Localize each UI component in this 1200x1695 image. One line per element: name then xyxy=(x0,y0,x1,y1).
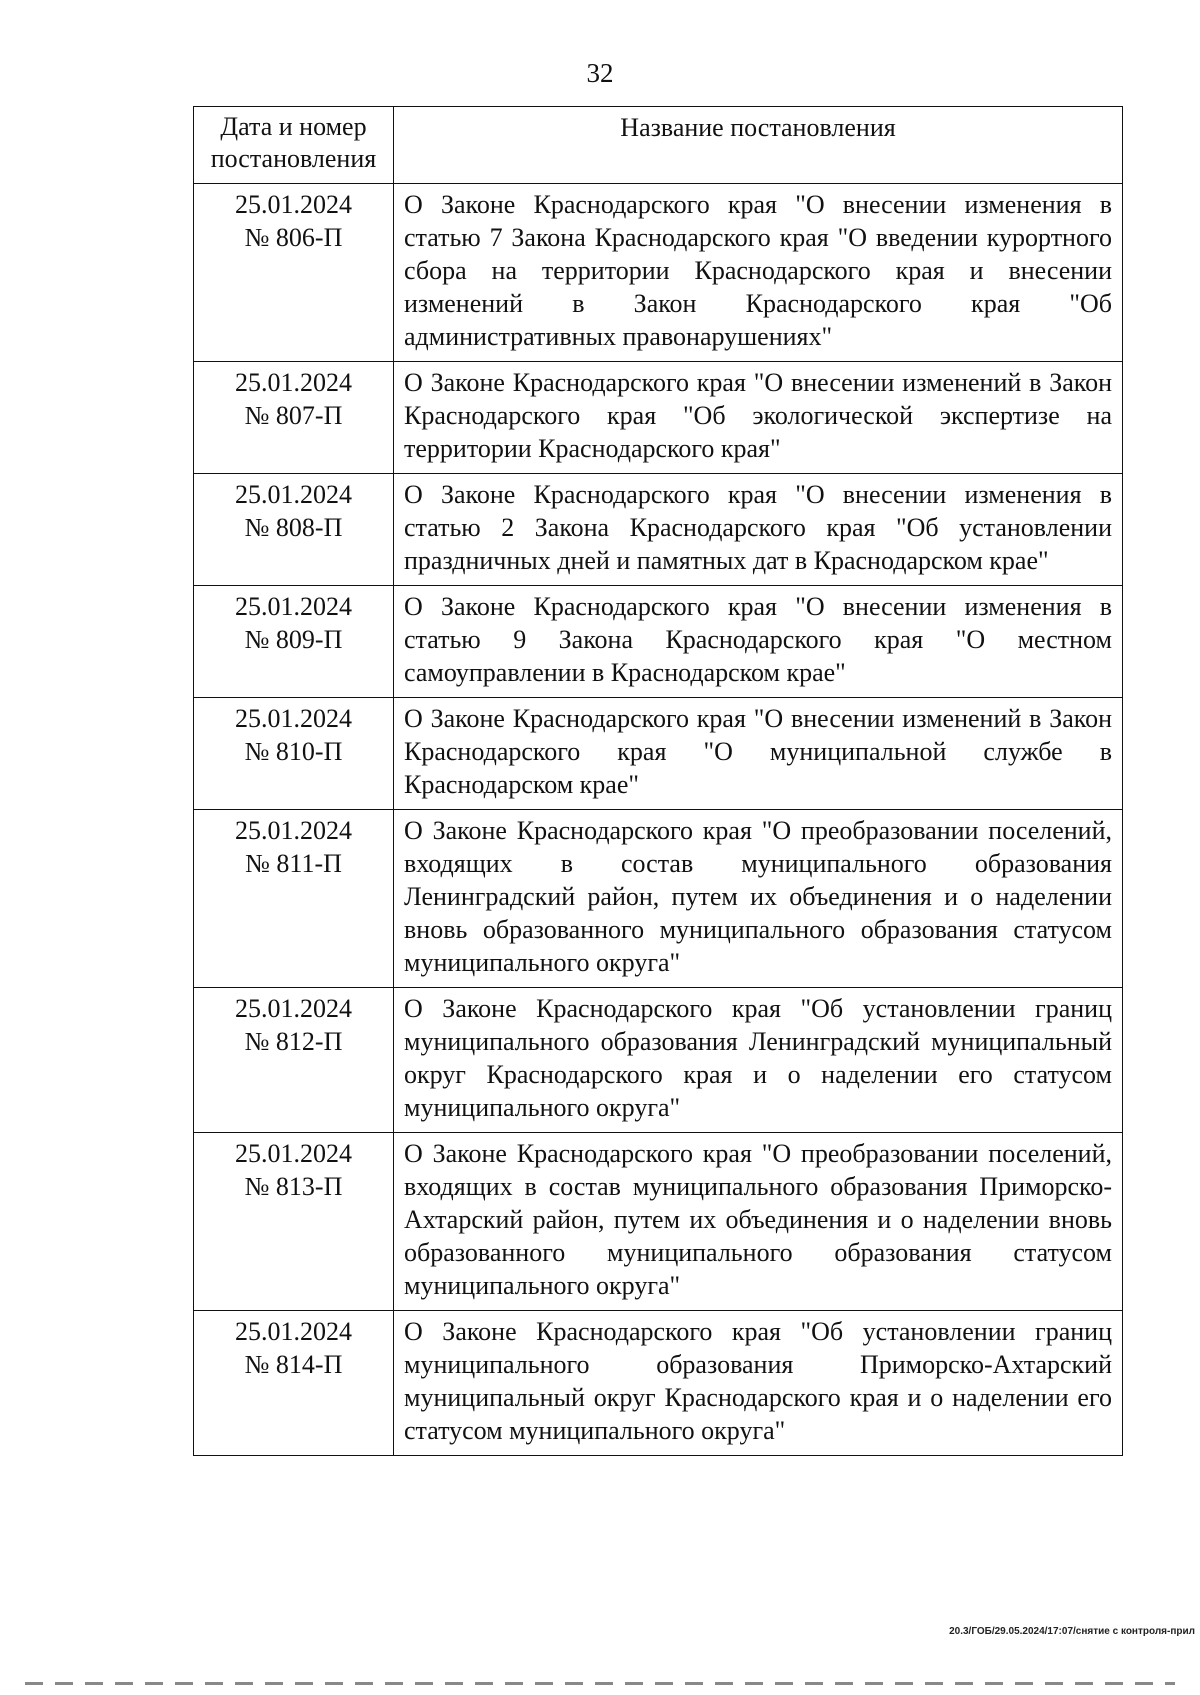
resolution-title: О Законе Краснодарского края "Об установлении границ муниципального образования Приморско-Ахтарский муниципальный округ Краснодарского края и о наделении его статусом муниципального округа" xyxy=(394,1311,1123,1456)
resolution-number: № 807-П xyxy=(244,401,343,430)
resolution-date: 25.01.2024 xyxy=(235,1317,352,1346)
resolution-title: О Законе Краснодарского края "О внесении изменения в статью 9 Закона Краснодарского края "О местном самоуправлении в Краснодарском крае" xyxy=(394,586,1123,698)
footer-registration-code: 20.3/ГОБ/29.05.2024/17:07/снятие с контроля-прил xyxy=(949,1626,1195,1637)
date-cell xyxy=(194,698,394,810)
table-header-row xyxy=(194,107,1123,184)
resolution-date: 25.01.2024 xyxy=(235,480,352,509)
resolution-number: № 806-П xyxy=(244,223,343,252)
resolution-number: № 810-П xyxy=(244,737,343,766)
table-row xyxy=(194,1311,1123,1456)
resolution-number: № 808-П xyxy=(244,513,343,542)
header-title: Название постановления xyxy=(394,107,1123,184)
table-row xyxy=(194,988,1123,1133)
date-cell xyxy=(194,586,394,698)
scan-edge-divider xyxy=(25,1682,1175,1685)
date-cell xyxy=(194,184,394,362)
resolution-date: 25.01.2024 xyxy=(235,1139,352,1168)
date-cell xyxy=(194,1133,394,1311)
resolution-number: № 812-П xyxy=(244,1027,343,1056)
resolution-title: О Законе Краснодарского края "О внесении изменений в Закон Краснодарского края "О муниципальной службе в Краснодарском крае" xyxy=(394,698,1123,810)
table-row xyxy=(194,184,1123,362)
resolution-date: 25.01.2024 xyxy=(235,704,352,733)
resolution-date: 25.01.2024 xyxy=(235,816,352,845)
resolution-title: О Законе Краснодарского края "О внесении изменения в статью 7 Закона Краснодарского края "О введении курортного сбора на территории Краснодарского края и внесении изменений в Закон Краснодарского края "Об административных правонарушениях" xyxy=(394,184,1123,362)
resolution-date: 25.01.2024 xyxy=(235,190,352,219)
resolution-title: О Законе Краснодарского края "О внесении изменений в Закон Краснодарского края "Об экологической экспертизе на территории Краснодарского края" xyxy=(394,362,1123,474)
table-row xyxy=(194,698,1123,810)
date-cell xyxy=(194,1311,394,1456)
table-row xyxy=(194,810,1123,988)
resolution-number: № 811-П xyxy=(245,849,342,878)
resolution-date: 25.01.2024 xyxy=(235,994,352,1023)
date-cell xyxy=(194,474,394,586)
resolution-number: № 813-П xyxy=(244,1172,343,1201)
table-row xyxy=(194,362,1123,474)
resolutions-table xyxy=(193,106,1123,1456)
table-row xyxy=(194,474,1123,586)
date-cell xyxy=(194,988,394,1133)
resolution-title: О Законе Краснодарского края "О преобразовании поселений, входящих в состав муниципального образования Приморско-Ахтарский район, путем их объединения и о наделении вновь образованного муниципального образования статусом муниципального округа" xyxy=(394,1133,1123,1311)
resolution-date: 25.01.2024 xyxy=(235,368,352,397)
resolution-title: О Законе Краснодарского края "О преобразовании поселений, входящих в состав муниципального образования Ленинградский район, путем их объединения и о наделении вновь образованного муниципального образования статусом муниципального округа" xyxy=(394,810,1123,988)
resolution-title: О Законе Краснодарского края "Об установлении границ муниципального образования Ленинградский муниципальный округ Краснодарского края и о наделении его статусом муниципального округа" xyxy=(394,988,1123,1133)
resolution-date: 25.01.2024 xyxy=(235,592,352,621)
header-date-number: Дата и номер постановления xyxy=(194,107,394,184)
resolution-number: № 809-П xyxy=(244,625,343,654)
date-cell xyxy=(194,362,394,474)
resolution-number: № 814-П xyxy=(244,1350,343,1379)
date-cell xyxy=(194,810,394,988)
table-row xyxy=(194,1133,1123,1311)
resolution-title: О Законе Краснодарского края "О внесении изменения в статью 2 Закона Краснодарского края "Об установлении праздничных дней и памятных дат в Краснодарском крае" xyxy=(394,474,1123,586)
page-number: 32 xyxy=(586,58,614,88)
table-row xyxy=(194,586,1123,698)
